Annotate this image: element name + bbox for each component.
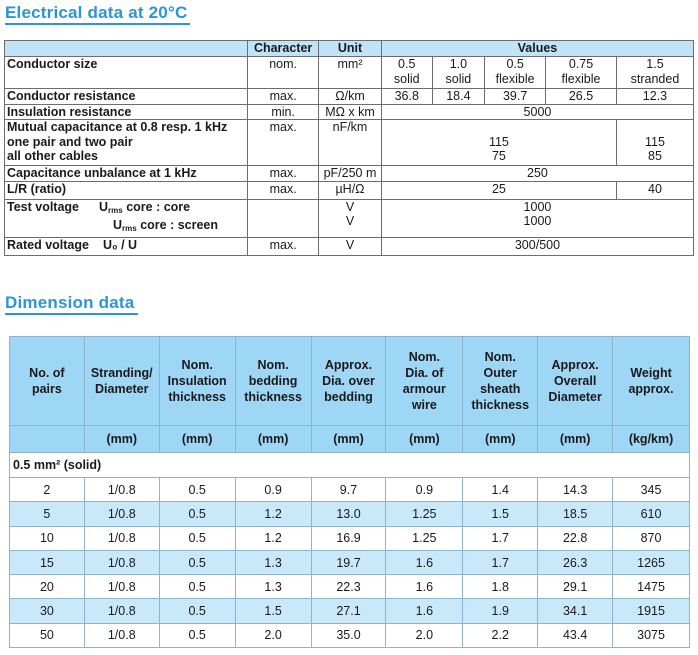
table-cell: 50 — [10, 623, 85, 647]
conductor-size-col: 0.5 flexible — [485, 57, 546, 89]
table-cell: 1/0.8 — [84, 502, 159, 526]
dimension-title-underline — [5, 313, 138, 315]
insulation-resistance-character: min. — [248, 104, 319, 120]
table-cell: 1.6 — [386, 599, 463, 623]
dim-unit-cell: (mm) — [463, 426, 538, 453]
table-cell: 22.8 — [538, 526, 613, 550]
dim-header-cell: Weight approx. — [613, 337, 690, 426]
table-cell: 0.5 — [159, 550, 235, 574]
table-cell: 20 — [10, 575, 85, 599]
table-cell: 2.2 — [463, 623, 538, 647]
table-cell: 34.1 — [538, 599, 613, 623]
table-cell: 1.9 — [463, 599, 538, 623]
table-cell: 1.2 — [235, 526, 311, 550]
row-insulation-resistance — [5, 104, 694, 120]
conductor-size-character: nom. — [248, 57, 319, 89]
capacitance-unbalance-character: max. — [248, 166, 319, 182]
capacitance-unbalance-value: 250 — [381, 166, 693, 182]
dim-unit-cell: (mm) — [84, 426, 159, 453]
table-cell: 1.3 — [235, 550, 311, 574]
dim-unit-cell: (mm) — [159, 426, 235, 453]
dim-unit-cell: (mm) — [235, 426, 311, 453]
row-mutual-capacitance — [5, 120, 694, 166]
rated-voltage-character: max. — [248, 237, 319, 255]
table-cell: 19.7 — [311, 550, 386, 574]
dim-header-cell: Stranding/ Diameter — [84, 337, 159, 426]
table-cell: 10 — [10, 526, 85, 550]
conductor-resistance-value: 18.4 — [432, 89, 485, 105]
dim-header-cell: Nom. Outer sheath thickness — [463, 337, 538, 426]
table-cell: 610 — [613, 502, 690, 526]
table-cell: 1.5 — [235, 599, 311, 623]
dim-unit-cell: (mm) — [311, 426, 386, 453]
table-cell: 1.25 — [386, 526, 463, 550]
dim-header-cell: No. of pairs — [10, 337, 85, 426]
table-cell: 0.9 — [235, 478, 311, 502]
electrical-data-table — [4, 40, 694, 256]
table-cell: 3075 — [613, 623, 690, 647]
lr-ratio-label: L/R (ratio) — [5, 181, 248, 199]
table-cell: 1/0.8 — [84, 575, 159, 599]
conductor-resistance-unit: Ω/km — [319, 89, 382, 105]
rated-voltage-unit: V — [319, 237, 382, 255]
table-cell: 1/0.8 — [84, 599, 159, 623]
table-row — [10, 550, 690, 574]
table-cell: 1/0.8 — [84, 623, 159, 647]
capacitance-unbalance-label: Capacitance unbalance at 1 kHz — [5, 166, 248, 182]
table-cell: 1.2 — [235, 502, 311, 526]
table-cell: 26.3 — [538, 550, 613, 574]
test-voltage-values: 1000 1000 — [381, 199, 693, 237]
conductor-resistance-character: max. — [248, 89, 319, 105]
table-cell: 0.5 — [159, 478, 235, 502]
conductor-size-unit: mm² — [319, 57, 382, 89]
table-cell: 22.3 — [311, 575, 386, 599]
table-cell: 14.3 — [538, 478, 613, 502]
table-cell: 1475 — [613, 575, 690, 599]
dim-unit-cell: (mm) — [386, 426, 463, 453]
table-cell: 1915 — [613, 599, 690, 623]
table-cell: 0.5 — [159, 502, 235, 526]
test-voltage-character — [248, 199, 319, 237]
table-cell: 2 — [10, 478, 85, 502]
conductor-size-col: 0.5 solid — [381, 57, 432, 89]
table-cell: 29.1 — [538, 575, 613, 599]
table-cell: 9.7 — [311, 478, 386, 502]
table-row — [10, 526, 690, 550]
table-cell: 1.5 — [463, 502, 538, 526]
dim-header-cell: Nom. Dia. of armour wire — [386, 337, 463, 426]
table-cell: 13.0 — [311, 502, 386, 526]
table-cell: 2.0 — [386, 623, 463, 647]
table-cell: 1/0.8 — [84, 478, 159, 502]
electrical-header-row — [5, 41, 694, 57]
lr-ratio-character: max. — [248, 181, 319, 199]
row-conductor-resistance — [5, 89, 694, 105]
insulation-resistance-label: Insulation resistance — [5, 104, 248, 120]
row-rated-voltage — [5, 237, 694, 255]
conductor-size-col: 1.0 solid — [432, 57, 485, 89]
table-cell: 1265 — [613, 550, 690, 574]
insulation-resistance-value: 5000 — [381, 104, 693, 120]
row-capacitance-unbalance — [5, 166, 694, 182]
table-cell: 15 — [10, 550, 85, 574]
table-cell: 1/0.8 — [84, 526, 159, 550]
conductor-resistance-value: 26.5 — [546, 89, 617, 105]
rated-voltage-value: 300/500 — [381, 237, 693, 255]
table-cell: 0.5 — [159, 575, 235, 599]
dimension-group-row — [10, 453, 690, 478]
header-values: Values — [381, 41, 693, 57]
mutual-capacitance-label: Mutual capacitance at 0.8 resp. 1 kHz one pair and two pair all other cables — [5, 120, 248, 166]
lr-ratio-value: 25 — [381, 181, 616, 199]
table-cell: 0.9 — [386, 478, 463, 502]
mutual-capacitance-character: max. — [248, 120, 319, 166]
header-character: Character — [248, 41, 319, 57]
dim-unit-cell — [10, 426, 85, 453]
table-cell: 1.25 — [386, 502, 463, 526]
table-cell: 1.3 — [235, 575, 311, 599]
table-cell: 0.5 — [159, 526, 235, 550]
electrical-title-underline — [5, 23, 190, 25]
table-cell: 1.7 — [463, 526, 538, 550]
row-test-voltage — [5, 199, 694, 237]
insulation-resistance-unit: MΩ x km — [319, 104, 382, 120]
dimension-data-table — [9, 336, 690, 648]
table-row — [10, 478, 690, 502]
table-cell: 43.4 — [538, 623, 613, 647]
table-cell: 0.5 — [159, 623, 235, 647]
conductor-size-col: 1.5 stranded — [616, 57, 693, 89]
table-cell: 345 — [613, 478, 690, 502]
dimension-title: Dimension data — [5, 293, 135, 312]
test-voltage-label: Test voltage $U_{rms}$ core : core $U_{rms}$ core : screen — [5, 199, 248, 237]
header-unit: Unit — [319, 41, 382, 57]
conductor-size-label: Conductor size — [5, 57, 248, 89]
table-cell: 5 — [10, 502, 85, 526]
table-cell: 870 — [613, 526, 690, 550]
header-blank — [5, 41, 248, 57]
dim-unit-cell: (mm) — [538, 426, 613, 453]
mutual-capacitance-values-stranded: 115 85 — [616, 120, 693, 166]
dim-header-cell: Nom. Insulation thickness — [159, 337, 235, 426]
table-row — [10, 599, 690, 623]
table-row — [10, 575, 690, 599]
row-lr-ratio — [5, 181, 694, 199]
table-cell: 27.1 — [311, 599, 386, 623]
conductor-size-col: 0.75 flexible — [546, 57, 617, 89]
table-cell: 1.8 — [463, 575, 538, 599]
conductor-resistance-value: 12.3 — [616, 89, 693, 105]
table-row — [10, 502, 690, 526]
mutual-capacitance-unit: nF/km — [319, 120, 382, 166]
conductor-resistance-value: 39.7 — [485, 89, 546, 105]
table-cell: 35.0 — [311, 623, 386, 647]
conductor-resistance-label: Conductor resistance — [5, 89, 248, 105]
rated-voltage-label: Rated voltage U₀ / U — [5, 237, 248, 255]
table-cell: 1.7 — [463, 550, 538, 574]
table-cell: 1.6 — [386, 575, 463, 599]
table-cell: 1/0.8 — [84, 550, 159, 574]
dim-header-cell: Approx. Overall Diameter — [538, 337, 613, 426]
table-cell: 1.6 — [386, 550, 463, 574]
lr-ratio-value-stranded: 40 — [616, 181, 693, 199]
mutual-capacitance-values: 115 75 — [381, 120, 616, 166]
table-row — [10, 623, 690, 647]
electrical-title: Electrical data at 20°C — [5, 3, 188, 22]
lr-ratio-unit: µH/Ω — [319, 181, 382, 199]
dim-header-cell: Approx. Dia. over bedding — [311, 337, 386, 426]
table-cell: 30 — [10, 599, 85, 623]
table-cell: 0.5 — [159, 599, 235, 623]
table-cell: 16.9 — [311, 526, 386, 550]
capacitance-unbalance-unit: pF/250 m — [319, 166, 382, 182]
dimension-header-row — [10, 337, 690, 426]
dim-header-cell: Nom. bedding thickness — [235, 337, 311, 426]
dimension-units-row — [10, 426, 690, 453]
table-cell: 2.0 — [235, 623, 311, 647]
test-voltage-unit: V V — [319, 199, 382, 237]
table-cell: 1.4 — [463, 478, 538, 502]
group-label: 0.5 mm² (solid) — [10, 453, 690, 478]
dim-unit-cell: (kg/km) — [613, 426, 690, 453]
table-cell: 18.5 — [538, 502, 613, 526]
conductor-resistance-value: 36.8 — [381, 89, 432, 105]
row-conductor-size — [5, 57, 694, 89]
